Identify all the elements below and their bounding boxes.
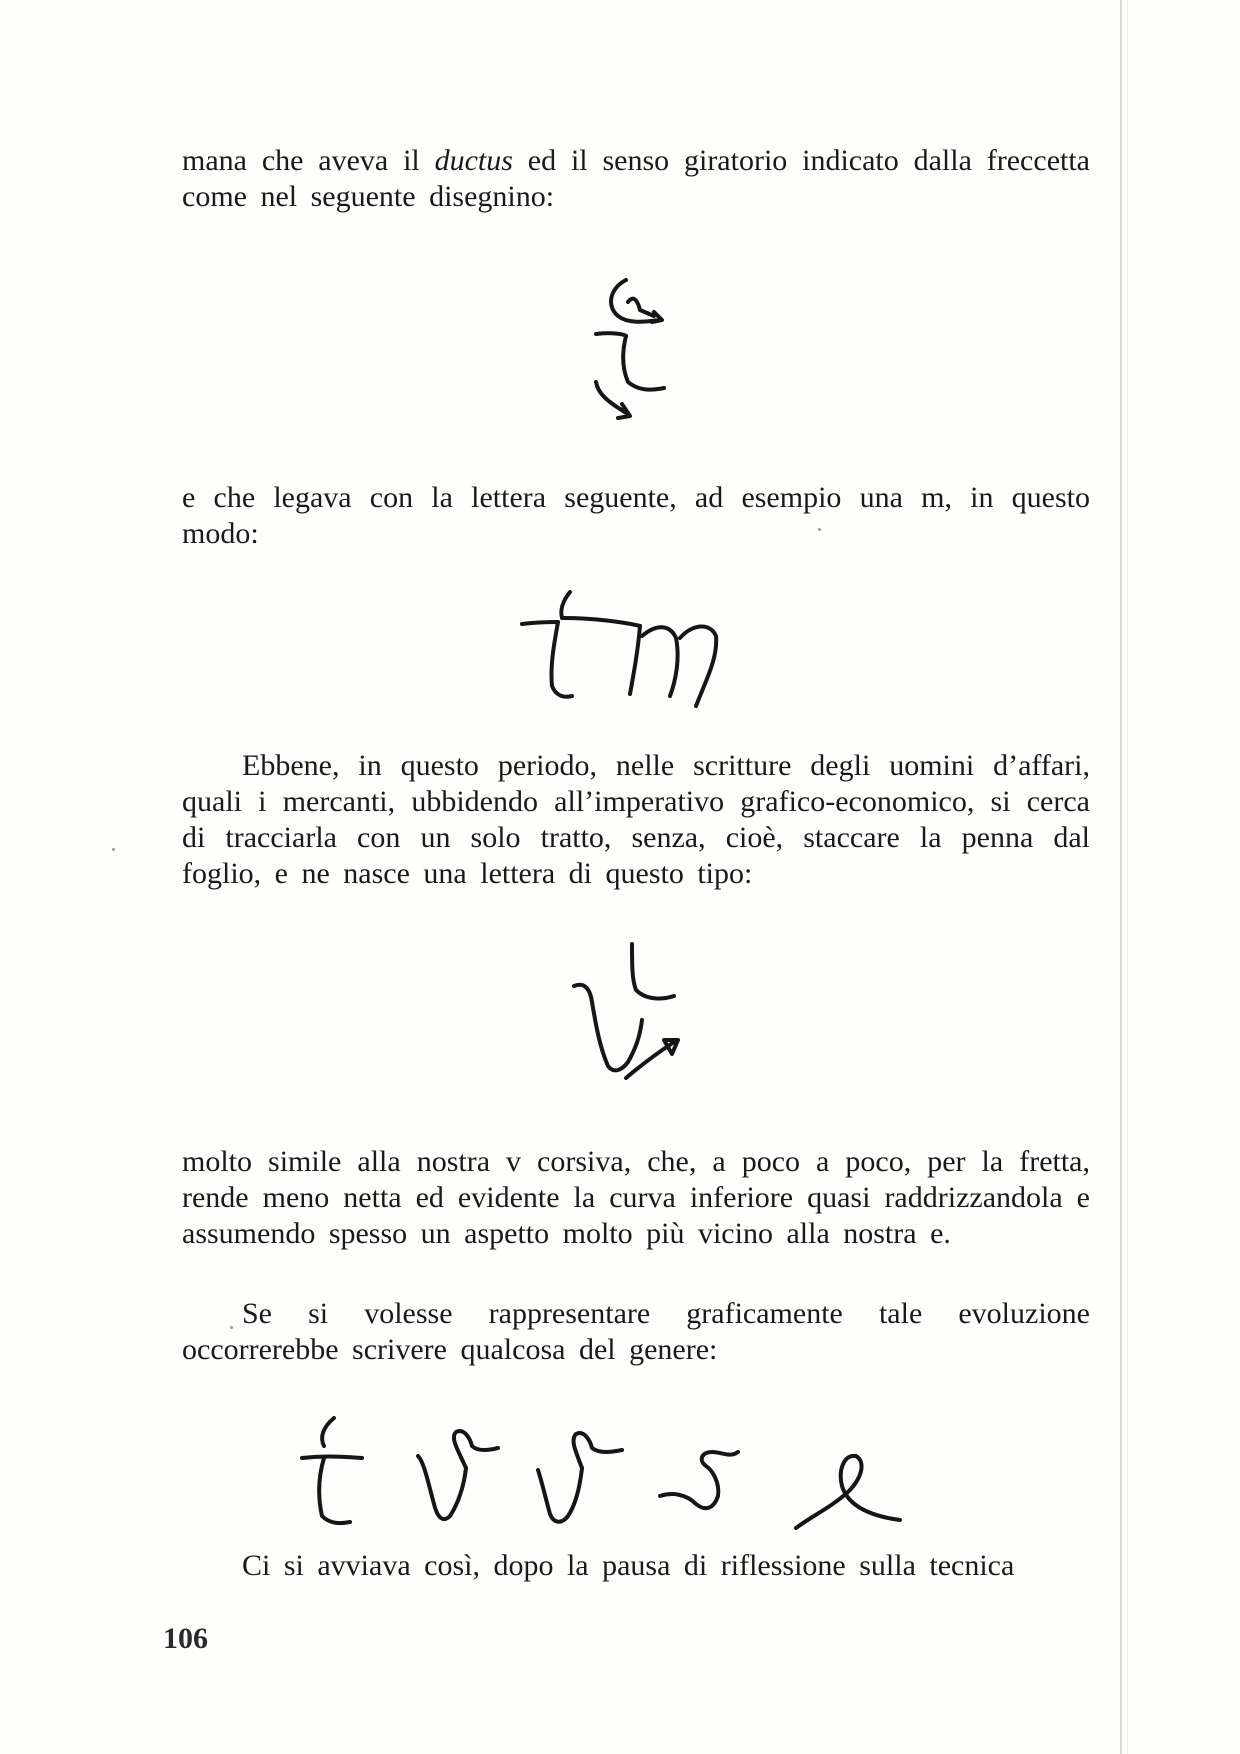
text-span: mana che aveva il [182,144,435,177]
handwriting-glyph-2 [520,584,760,714]
handwriting-glyph-sequence [300,1412,940,1542]
scan-speck [818,528,821,531]
page-edge [1120,0,1122,1754]
page-number: 106 [163,1622,208,1655]
handwriting-glyph-1 [588,272,698,432]
paragraph-6: Ci si avviava così, dopo la pausa di riflessione sulla tecnica [242,1549,1015,1582]
handwriting-glyph-3 [570,936,700,1096]
text-span: ed il senso giratorio indicato dalla freccetta come nel seguente disegnino: [182,144,1090,213]
page-edge-shadow [1127,0,1128,1754]
paragraph-5: Se si volesse rappresentare graficamente tale evoluzione occorrerebbe scrivere qualcosa del genere: [182,1297,1090,1366]
figure-evolution-sequence [300,1412,940,1542]
paragraph-4: molto simile alla nostra v corsiva, che, a poco a poco, per la fretta, rende meno netta ed evidente la curva inferiore quasi raddrizzandola e assumendo spesso un aspetto molto più vicino alla nostra e. [182,1145,1090,1250]
scan-speck [230,1326,233,1329]
figure-letter-with-m [520,584,760,714]
paragraph-3: Ebbene, in questo periodo, nelle scritture degli uomini d’affari, quali i mercanti, ubbidendo all’imperativo grafico-economico, si cerca di tracciarla con un solo tratto, senza, cioè, staccare la penna dal foglio, e ne nasce una lettera di questo tipo: [182,749,1090,890]
paragraph-1 [182,143,1090,215]
italic-term: ductus [434,144,513,177]
figure-single-stroke-v [570,936,700,1096]
paragraph-2: e che legava con la lettera seguente, ad esempio una m, in questo modo: [182,481,1090,550]
figure-ductus-arrows [588,272,698,432]
scan-speck [112,848,115,851]
